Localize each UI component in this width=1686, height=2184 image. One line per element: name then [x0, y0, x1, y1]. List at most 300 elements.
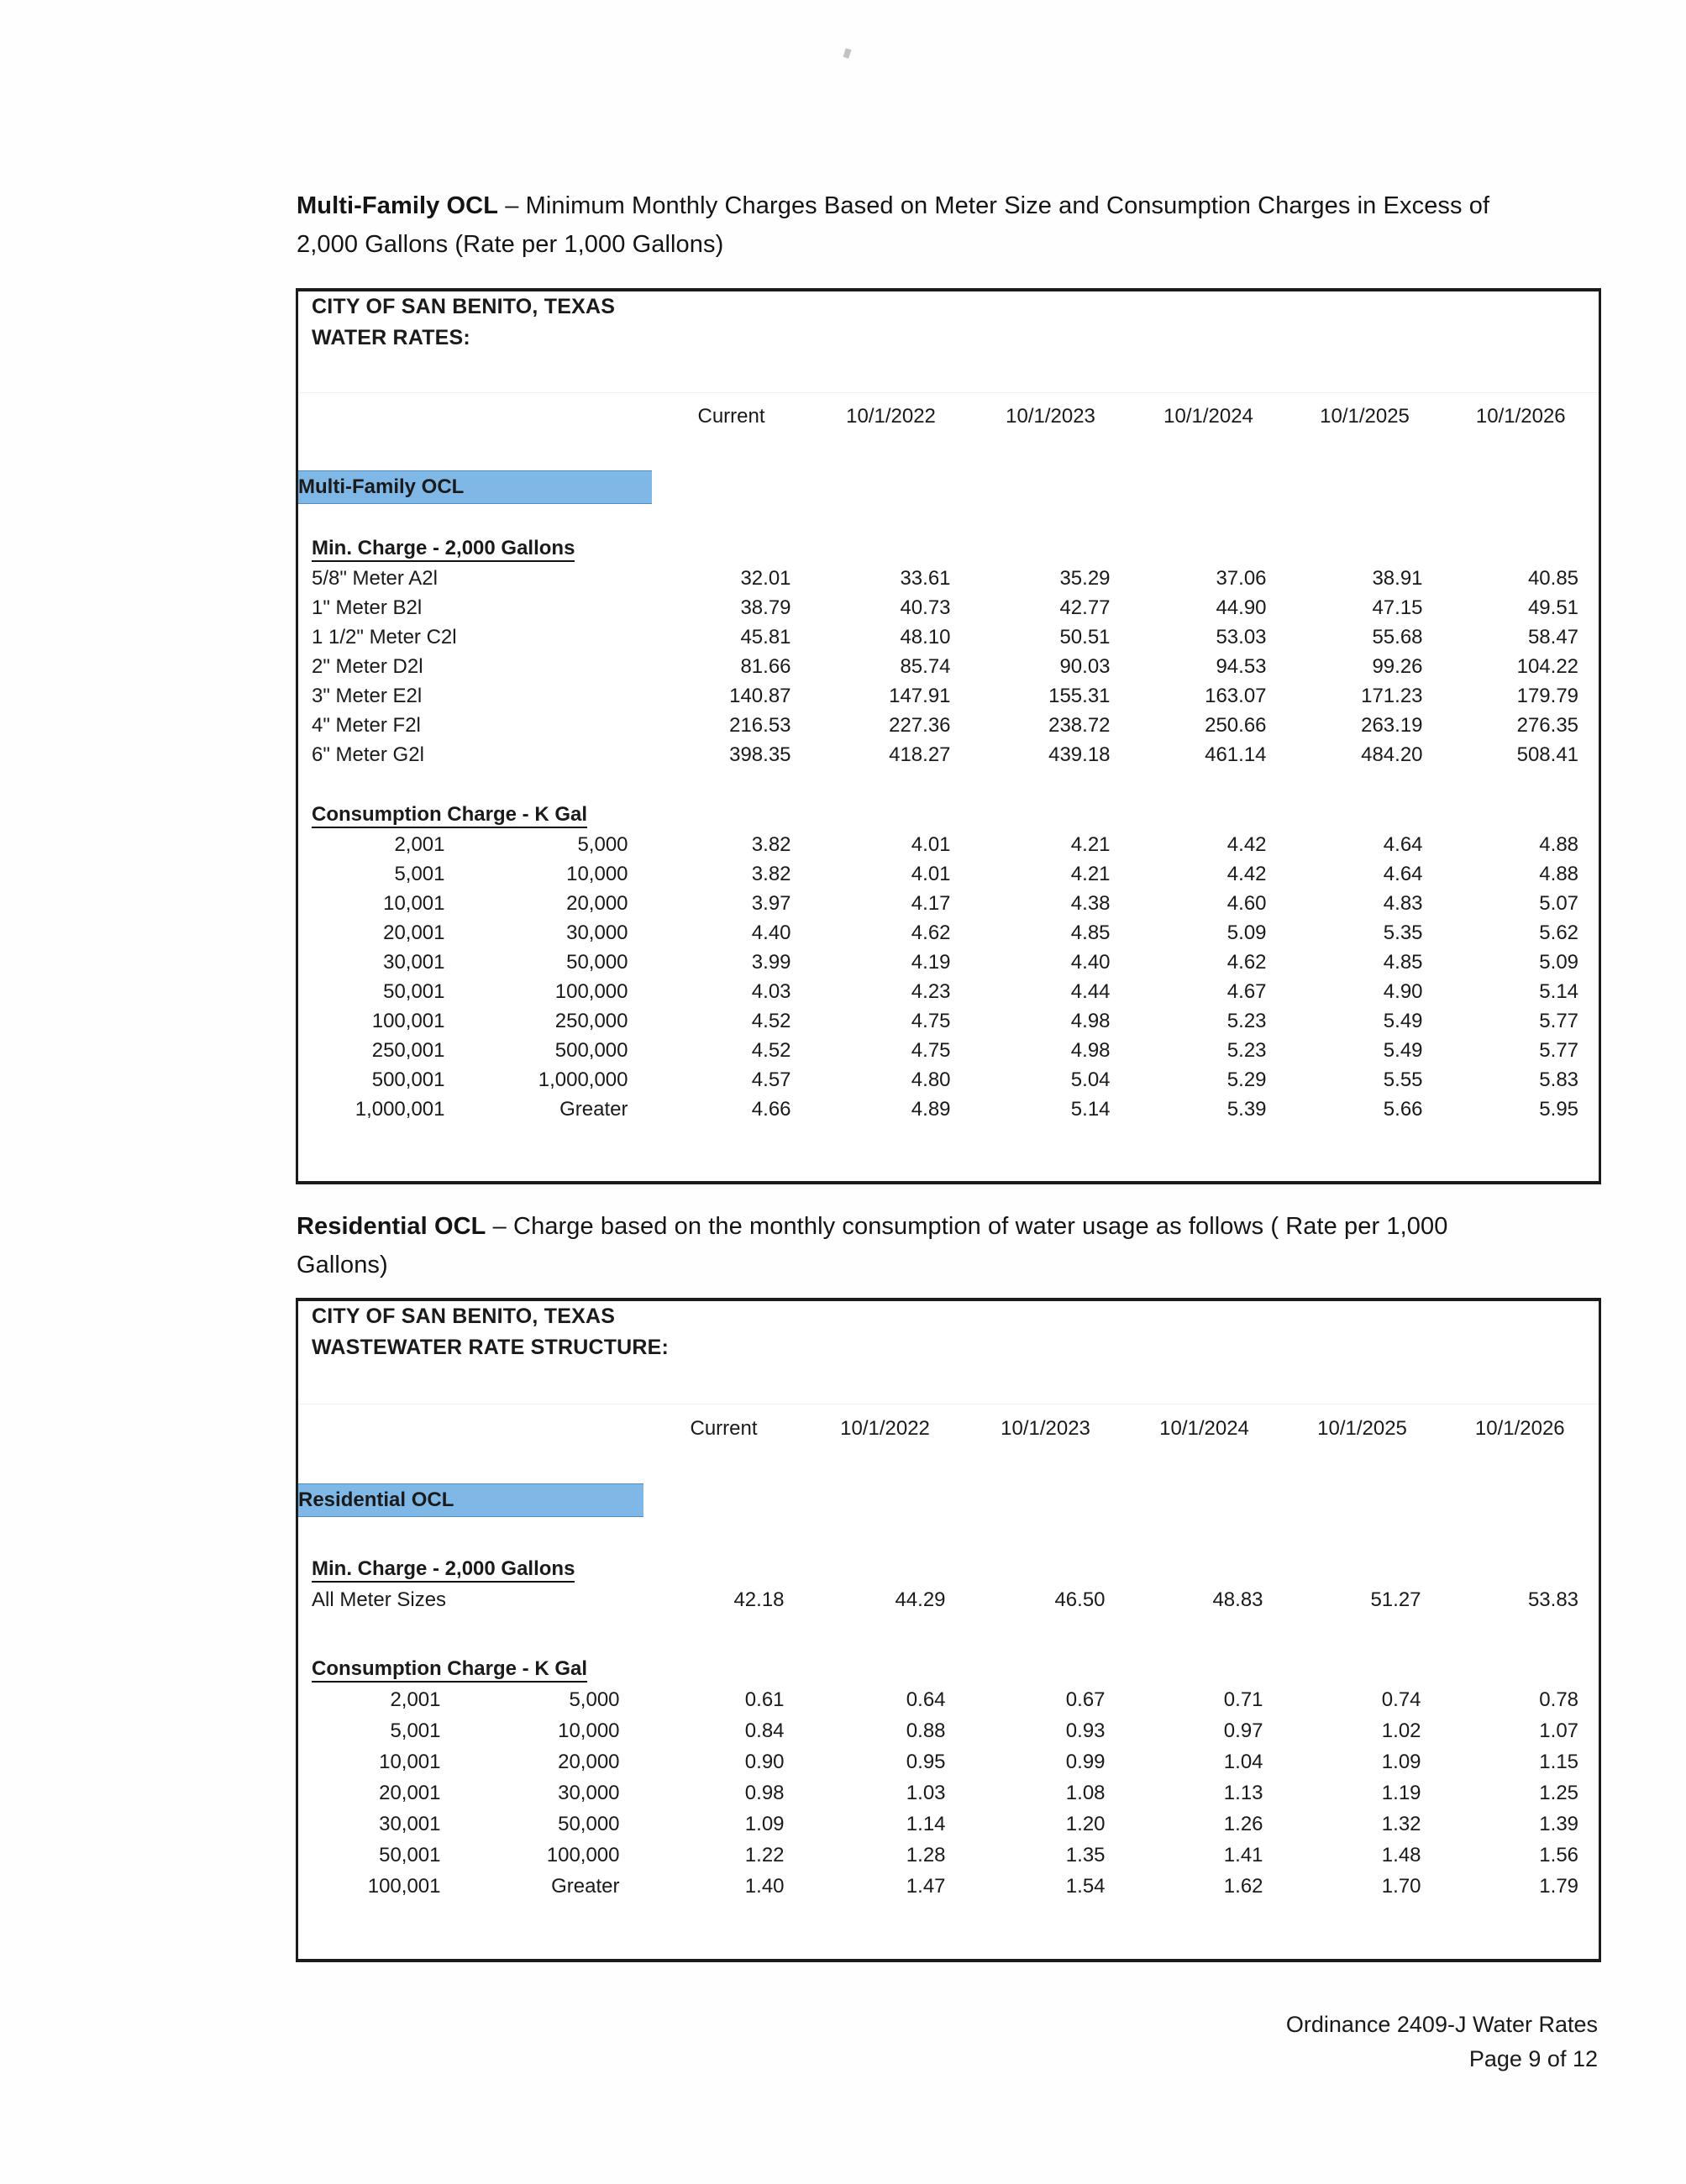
tier-to: 5,000	[569, 1688, 620, 1711]
spacer-4	[1126, 1454, 1284, 1483]
spacer-5	[1284, 1517, 1442, 1554]
tier-to: 50,000	[566, 950, 628, 974]
title2-spacer-3	[971, 322, 1131, 354]
tier-to: 30,000	[558, 1781, 620, 1804]
cons-head-spacer-3	[966, 1654, 1126, 1684]
spacer-6	[1442, 1454, 1600, 1483]
min-charge-value-6: 508.41	[1516, 743, 1579, 766]
consumption-value-6: 4.88	[1539, 862, 1579, 885]
multi-family-ocl-heading-rest: – Minimum Monthly Charges Based on Meter Size and Consumption Charges in Excess of 2,000 Gallons (Rate per 1,000 Gallons)	[297, 192, 1490, 258]
min-charge-value-2: 40.73	[900, 596, 951, 619]
spacer-6	[1442, 1931, 1600, 1961]
table-title-city: CITY OF SAN BENITO, TEXAS	[312, 1304, 616, 1328]
title2-spacer-5	[1287, 322, 1443, 354]
consumption-value-1: 1.09	[744, 1812, 785, 1835]
min-charge-value-3: 50.51	[1059, 625, 1111, 648]
cons-head-spacer-4	[1126, 1654, 1284, 1684]
spacer-5	[1287, 1124, 1443, 1153]
spacer-cell	[297, 1124, 652, 1153]
min-charge-value-3: 90.03	[1059, 654, 1111, 678]
consumption-value-5: 4.64	[1383, 862, 1423, 885]
tier-to: 1,000,000	[538, 1068, 628, 1091]
consumption-value-4: 1.62	[1223, 1874, 1263, 1898]
consumption-value-5: 1.48	[1381, 1843, 1421, 1866]
title2-spacer-2	[811, 322, 971, 354]
title-spacer-6	[1442, 1299, 1600, 1331]
table-title-city: CITY OF SAN BENITO, TEXAS	[312, 294, 616, 318]
spacer-4	[1126, 1902, 1284, 1931]
residential-ocl-heading	[297, 1207, 1540, 1284]
min-charge-value-6: 53.83	[1527, 1588, 1579, 1611]
spacer-5	[1287, 354, 1443, 392]
consumption-value-4: 5.09	[1226, 921, 1267, 944]
spacer-6	[1443, 1153, 1600, 1183]
consumption-value-2: 4.75	[911, 1038, 951, 1062]
tier-to: 100,000	[546, 1843, 620, 1866]
category-band-label: Residential OCL	[297, 1483, 643, 1517]
cons-head-spacer-5	[1284, 1654, 1442, 1684]
spacer-3	[966, 1615, 1126, 1654]
spacer-cell	[297, 769, 652, 800]
minchg-head-spacer-4	[1131, 533, 1287, 564]
title-spacer-2	[805, 1299, 966, 1331]
consumption-value-2: 4.17	[911, 891, 951, 915]
consumption-value-1: 3.97	[751, 891, 791, 915]
spacer-5	[1284, 1902, 1442, 1931]
consumption-value-4: 4.42	[1226, 832, 1267, 856]
meter-size-label: 2" Meter D2l	[312, 654, 423, 678]
consumption-value-3: 4.85	[1070, 921, 1111, 944]
spacer-1	[652, 441, 811, 470]
spacer-cell	[297, 1454, 643, 1483]
title-spacer-2	[811, 290, 971, 322]
spacer-5	[1287, 441, 1443, 470]
consumption-value-4: 1.04	[1223, 1750, 1263, 1773]
minchg-head-spacer-4	[1126, 1554, 1284, 1584]
spacer-5	[1287, 1153, 1443, 1183]
meter-size-label: 1" Meter B2l	[312, 596, 423, 619]
title2-spacer-6	[1442, 1331, 1600, 1363]
title2-spacer-6	[1443, 322, 1600, 354]
page-footer	[1286, 2008, 1598, 2076]
cons-head-spacer-4	[1131, 800, 1287, 830]
min-charge-value-2: 418.27	[889, 743, 951, 766]
spacer-3	[966, 1454, 1126, 1483]
consumption-value-6: 1.15	[1539, 1750, 1579, 1773]
consumption-value-4: 1.41	[1223, 1843, 1263, 1866]
min-charge-value-4: 94.53	[1216, 654, 1267, 678]
min-charge-value-1: 216.53	[729, 713, 791, 737]
tier-from: 100,001	[371, 1009, 445, 1032]
consumption-value-1: 0.61	[744, 1688, 785, 1711]
spacer-1	[652, 354, 811, 392]
tier-from: 100,001	[367, 1874, 441, 1898]
title2-spacer-5	[1284, 1331, 1442, 1363]
title-spacer-4	[1131, 290, 1287, 322]
consumption-value-3: 1.54	[1065, 1874, 1106, 1898]
column-header-6: 10/1/2026	[1475, 405, 1566, 428]
spacer-3	[971, 354, 1131, 392]
minchg-head-spacer-1	[652, 533, 811, 564]
tier-to: 10,000	[558, 1719, 620, 1742]
spacer-3	[971, 504, 1131, 533]
spacer-3	[971, 1153, 1131, 1183]
min-charge-value-1: 45.81	[740, 625, 791, 648]
spacer-3	[971, 1124, 1131, 1153]
tier-to: 50,000	[558, 1812, 620, 1835]
tier-to: Greater	[559, 1097, 628, 1121]
consumption-value-5: 4.64	[1383, 832, 1423, 856]
consumption-value-1: 3.99	[751, 950, 791, 974]
min-charge-value-6: 40.85	[1527, 566, 1579, 590]
spacer-4	[1126, 1615, 1284, 1654]
consumption-value-4: 4.67	[1226, 979, 1267, 1003]
consumption-value-1: 1.22	[744, 1843, 785, 1866]
spacer-4	[1131, 441, 1287, 470]
consumption-value-2: 4.01	[911, 862, 951, 885]
column-header-5: 10/1/2025	[1320, 405, 1410, 428]
tier-to: 30,000	[566, 921, 628, 944]
min-charge-value-5: 51.27	[1370, 1588, 1421, 1611]
spacer-cell	[297, 1615, 643, 1654]
spacer-5	[1284, 1454, 1442, 1483]
min-charge-value-2: 44.29	[895, 1588, 946, 1611]
spacer-1	[643, 1931, 805, 1961]
consumption-value-2: 4.19	[911, 950, 951, 974]
tier-from: 5,001	[390, 1719, 441, 1742]
spacer-4	[1131, 354, 1287, 392]
min-charge-value-6: 179.79	[1516, 684, 1579, 707]
consumption-value-4: 5.23	[1226, 1009, 1267, 1032]
spacer-1	[643, 1615, 805, 1654]
title-spacer-3	[971, 290, 1131, 322]
consumption-value-5: 5.35	[1383, 921, 1423, 944]
min-charge-value-3: 155.31	[1048, 684, 1111, 707]
consumption-value-6: 1.56	[1539, 1843, 1579, 1866]
footer-ordinance-line: Ordinance 2409-J Water Rates	[1285, 2012, 1598, 2037]
column-header-6: 10/1/2026	[1474, 1417, 1565, 1441]
spacer-6	[1443, 769, 1600, 800]
tier-from: 250,001	[371, 1038, 445, 1062]
column-header-1: Current	[690, 1417, 758, 1441]
title-spacer-1	[652, 290, 811, 322]
consumption-value-1: 0.98	[744, 1781, 785, 1804]
min-charge-value-5: 99.26	[1372, 654, 1423, 678]
header-blank	[297, 1404, 643, 1454]
consumption-value-6: 5.09	[1539, 950, 1579, 974]
consumption-value-3: 5.14	[1070, 1097, 1111, 1121]
min-charge-value-1: 32.01	[740, 566, 791, 590]
min-charge-value-6: 276.35	[1516, 713, 1579, 737]
spacer-1	[652, 504, 811, 533]
spacer-4	[1131, 1124, 1287, 1153]
spacer-6	[1442, 1615, 1600, 1654]
spacer-5	[1284, 1931, 1442, 1961]
spacer-4	[1126, 1931, 1284, 1961]
table-title-subject: WASTEWATER RATE STRUCTURE:	[312, 1335, 670, 1359]
spacer-2	[805, 1363, 966, 1404]
spacer-2	[805, 1615, 966, 1654]
consumption-value-4: 5.39	[1226, 1097, 1267, 1121]
consumption-value-2: 4.01	[911, 832, 951, 856]
meter-size-label: All Meter Sizes	[312, 1588, 447, 1611]
residential-ocl-heading-bold: Residential OCL	[297, 1213, 486, 1240]
consumption-value-2: 4.62	[911, 921, 951, 944]
consumption-value-1: 4.52	[751, 1038, 791, 1062]
tier-from: 30,001	[383, 950, 445, 974]
spacer-4	[1126, 1363, 1284, 1404]
consumption-value-4: 4.42	[1226, 862, 1267, 885]
water-rates-table	[296, 288, 1601, 1184]
multi-family-ocl-heading-bold: Multi-Family OCL	[297, 192, 499, 219]
spacer-3	[966, 1363, 1126, 1404]
band-spacer-4	[1131, 470, 1287, 504]
spacer-2	[805, 1902, 966, 1931]
band-spacer-1	[643, 1483, 805, 1517]
meter-size-label: 1 1/2" Meter C2l	[312, 625, 457, 648]
consumption-value-2: 4.23	[911, 979, 951, 1003]
min-charge-value-3: 46.50	[1054, 1588, 1106, 1611]
consumption-value-3: 4.21	[1070, 832, 1111, 856]
title2-spacer-1	[652, 322, 811, 354]
spacer-1	[652, 1124, 811, 1153]
min-charge-value-4: 461.14	[1205, 743, 1267, 766]
min-charge-value-4: 163.07	[1205, 684, 1267, 707]
category-band-label: Multi-Family OCL	[297, 470, 652, 504]
consumption-value-6: 1.39	[1539, 1812, 1579, 1835]
min-charge-value-3: 42.77	[1059, 596, 1111, 619]
consumption-value-1: 0.84	[744, 1719, 785, 1742]
meter-size-label: 4" Meter F2l	[312, 713, 421, 737]
consumption-value-3: 4.38	[1070, 891, 1111, 915]
spacer-2	[811, 354, 971, 392]
consumption-value-5: 0.74	[1381, 1688, 1421, 1711]
title-spacer-3	[966, 1299, 1126, 1331]
band-spacer-6	[1442, 1483, 1600, 1517]
consumption-value-6: 0.78	[1539, 1688, 1579, 1711]
spacer-1	[643, 1517, 805, 1554]
minchg-head-spacer-2	[811, 533, 971, 564]
spacer-3	[966, 1517, 1126, 1554]
min-charge-value-5: 263.19	[1361, 713, 1423, 737]
minchg-head-spacer-2	[805, 1554, 966, 1584]
column-header-3: 10/1/2023	[1006, 405, 1095, 428]
consumption-value-6: 5.62	[1539, 921, 1579, 944]
minchg-head-spacer-3	[966, 1554, 1126, 1584]
spacer-5	[1287, 769, 1443, 800]
tier-from: 2,001	[394, 832, 445, 856]
spacer-cell	[297, 1517, 643, 1554]
consumption-value-3: 4.40	[1070, 950, 1111, 974]
consumption-value-2: 1.03	[906, 1781, 946, 1804]
min-charge-value-3: 35.29	[1059, 566, 1111, 590]
cons-head-spacer-6	[1443, 800, 1600, 830]
tier-from: 5,001	[394, 862, 445, 885]
spacer-6	[1443, 504, 1600, 533]
consumption-value-3: 5.04	[1070, 1068, 1111, 1091]
spacer-1	[643, 1902, 805, 1931]
consumption-value-6: 5.14	[1539, 979, 1579, 1003]
consumption-value-3: 0.67	[1065, 1688, 1106, 1711]
band-spacer-3	[966, 1483, 1126, 1517]
minchg-head-spacer-6	[1442, 1554, 1600, 1584]
consumption-value-5: 5.55	[1383, 1068, 1423, 1091]
band-spacer-5	[1284, 1483, 1442, 1517]
cons-head-spacer-5	[1287, 800, 1443, 830]
spacer-3	[966, 1902, 1126, 1931]
consumption-value-1: 4.66	[751, 1097, 791, 1121]
band-spacer-6	[1443, 470, 1600, 504]
consumption-value-1: 4.57	[751, 1068, 791, 1091]
spacer-2	[811, 1124, 971, 1153]
column-header-2: 10/1/2022	[846, 405, 936, 428]
consumption-value-5: 5.49	[1383, 1038, 1423, 1062]
consumption-value-1: 1.40	[744, 1874, 785, 1898]
spacer-5	[1287, 504, 1443, 533]
tier-from: 10,001	[383, 891, 445, 915]
meter-size-label: 6" Meter G2l	[312, 743, 424, 766]
min-charge-value-3: 238.72	[1048, 713, 1111, 737]
spacer-4	[1131, 1153, 1287, 1183]
consumption-value-1: 0.90	[744, 1750, 785, 1773]
tier-from: 50,001	[379, 1843, 441, 1866]
spacer-2	[811, 441, 971, 470]
band-spacer-3	[971, 470, 1131, 504]
spacer-cell	[297, 504, 652, 533]
consumption-charge-subheading: Consumption Charge - K Gal	[297, 1654, 643, 1684]
spacer-2	[805, 1931, 966, 1961]
spacer-cell	[297, 1902, 643, 1931]
consumption-value-1: 4.52	[751, 1009, 791, 1032]
consumption-value-6: 5.77	[1539, 1009, 1579, 1032]
spacer-2	[811, 1153, 971, 1183]
min-charge-value-4: 250.66	[1205, 713, 1267, 737]
consumption-value-4: 4.62	[1226, 950, 1267, 974]
spacer-6	[1443, 354, 1600, 392]
header-blank	[297, 392, 652, 441]
spacer-cell	[297, 1931, 643, 1961]
multi-family-ocl-heading	[297, 186, 1540, 264]
min-charge-value-6: 104.22	[1516, 654, 1579, 678]
tier-to: 10,000	[566, 862, 628, 885]
tier-to: 20,000	[566, 891, 628, 915]
spacer-cell	[297, 441, 652, 470]
column-header-4: 10/1/2024	[1163, 405, 1253, 428]
consumption-value-5: 4.83	[1383, 891, 1423, 915]
consumption-value-2: 0.88	[906, 1719, 946, 1742]
consumption-value-6: 5.07	[1539, 891, 1579, 915]
spacer-2	[805, 1517, 966, 1554]
consumption-value-6: 1.79	[1539, 1874, 1579, 1898]
cons-head-spacer-6	[1442, 1654, 1600, 1684]
title2-spacer-4	[1126, 1331, 1284, 1363]
consumption-value-5: 5.66	[1383, 1097, 1423, 1121]
consumption-value-4: 0.97	[1223, 1719, 1263, 1742]
consumption-value-1: 4.03	[751, 979, 791, 1003]
consumption-value-5: 1.09	[1381, 1750, 1421, 1773]
consumption-value-3: 4.98	[1070, 1038, 1111, 1062]
consumption-value-5: 5.49	[1383, 1009, 1423, 1032]
title-spacer-5	[1287, 290, 1443, 322]
min-charge-value-5: 47.15	[1372, 596, 1423, 619]
title2-spacer-3	[966, 1331, 1126, 1363]
tier-from: 20,001	[379, 1781, 441, 1804]
consumption-value-2: 4.89	[911, 1097, 951, 1121]
consumption-value-5: 1.70	[1381, 1874, 1421, 1898]
min-charge-value-5: 55.68	[1372, 625, 1423, 648]
consumption-value-4: 0.71	[1223, 1688, 1263, 1711]
consumption-value-6: 5.83	[1539, 1068, 1579, 1091]
tier-from: 20,001	[383, 921, 445, 944]
spacer-5	[1284, 1615, 1442, 1654]
spacer-2	[805, 1454, 966, 1483]
min-charge-value-5: 171.23	[1361, 684, 1423, 707]
cons-head-spacer-2	[805, 1654, 966, 1684]
spacer-1	[652, 1153, 811, 1183]
spacer-6	[1442, 1517, 1600, 1554]
min-charge-subheading: Min. Charge - 2,000 Gallons	[297, 1554, 643, 1584]
consumption-value-2: 0.95	[906, 1750, 946, 1773]
spacer-4	[1131, 504, 1287, 533]
scan-artifact	[843, 48, 851, 59]
minchg-head-spacer-1	[643, 1554, 805, 1584]
meter-size-label: 3" Meter E2l	[312, 684, 423, 707]
consumption-value-2: 4.75	[911, 1009, 951, 1032]
min-charge-value-1: 398.35	[729, 743, 791, 766]
consumption-value-6: 5.77	[1539, 1038, 1579, 1062]
min-charge-value-5: 484.20	[1361, 743, 1423, 766]
consumption-value-2: 1.47	[906, 1874, 946, 1898]
consumption-value-2: 4.80	[911, 1068, 951, 1091]
column-header-2: 10/1/2022	[840, 1417, 930, 1441]
min-charge-value-2: 33.61	[900, 566, 951, 590]
consumption-value-5: 1.32	[1381, 1812, 1421, 1835]
cons-head-spacer-1	[643, 1654, 805, 1684]
minchg-head-spacer-5	[1284, 1554, 1442, 1584]
min-charge-value-1: 140.87	[729, 684, 791, 707]
spacer-6	[1442, 1902, 1600, 1931]
spacer-2	[811, 769, 971, 800]
consumption-value-4: 5.23	[1226, 1038, 1267, 1062]
min-charge-value-1: 38.79	[740, 596, 791, 619]
minchg-head-spacer-5	[1287, 533, 1443, 564]
tier-to: Greater	[551, 1874, 620, 1898]
column-header-5: 10/1/2025	[1317, 1417, 1407, 1441]
cons-head-spacer-2	[811, 800, 971, 830]
title2-spacer-2	[805, 1331, 966, 1363]
band-spacer-1	[652, 470, 811, 504]
tier-to: 20,000	[558, 1750, 620, 1773]
band-spacer-4	[1126, 1483, 1284, 1517]
spacer-5	[1284, 1363, 1442, 1404]
title2-spacer-4	[1131, 322, 1287, 354]
spacer-2	[811, 504, 971, 533]
consumption-value-2: 0.64	[906, 1688, 946, 1711]
tier-to: 5,000	[577, 832, 628, 856]
tier-from: 10,001	[379, 1750, 441, 1773]
minchg-head-spacer-3	[971, 533, 1131, 564]
consumption-charge-subheading: Consumption Charge - K Gal	[297, 800, 652, 830]
spacer-1	[643, 1454, 805, 1483]
spacer-1	[652, 769, 811, 800]
consumption-value-4: 1.26	[1223, 1812, 1263, 1835]
spacer-3	[971, 441, 1131, 470]
consumption-value-3: 0.99	[1065, 1750, 1106, 1773]
consumption-value-5: 4.90	[1383, 979, 1423, 1003]
title-spacer-4	[1126, 1299, 1284, 1331]
consumption-value-5: 1.02	[1381, 1719, 1421, 1742]
residential-ocl-heading-rest: – Charge based on the monthly consumption of water usage as follows ( Rate per 1,000 Gallons)	[297, 1213, 1448, 1278]
